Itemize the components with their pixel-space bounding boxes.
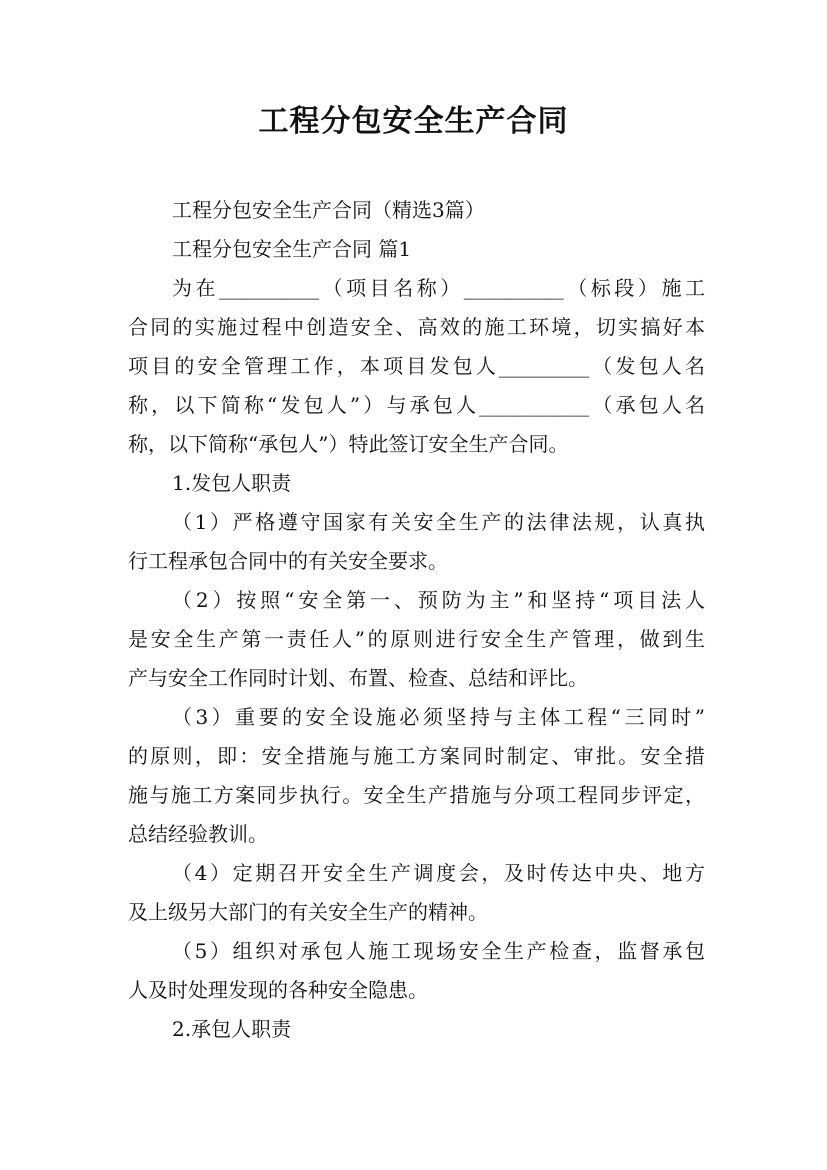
text-line: 施与施工方案同步执行。安全生产措施与分项工程同步评定， xyxy=(128,783,705,807)
text-line: 及上级另大部门的有关安全生产的精神。 xyxy=(128,900,488,924)
text-line: 人及时处理发现的各种安全隐患。 xyxy=(128,978,428,1002)
text-line: （2）按照“安全第一、预防为主”和坚持“项目法人 xyxy=(172,588,705,612)
text-line: 称，以下简称“承包人”）特此签订安全生产合同。 xyxy=(128,432,569,456)
text-line: 为在__________（项目名称）__________（标段）施工 xyxy=(172,276,705,300)
text-line: （4）定期召开安全生产调度会，及时传达中央、地方 xyxy=(172,861,705,885)
text-line: 行工程承包合同中的有关安全要求。 xyxy=(128,549,448,573)
text-line: 总结经验教训。 xyxy=(128,822,268,846)
text-line: （1）严格遵守国家有关安全生产的法律法规，认真执 xyxy=(172,510,705,534)
document-body xyxy=(128,191,705,1049)
text-line: 工程分包安全生产合同（精选3篇） xyxy=(172,198,485,222)
text-line: 合同的实施过程中创造安全、高效的施工环境，切实搞好本 xyxy=(128,315,705,339)
text-line: 工程分包安全生产合同 篇1 xyxy=(172,237,412,261)
text-line: （3）重要的安全设施必须坚持与主体工程“三同时” xyxy=(172,705,705,729)
text-line: 是安全生产第一责任人”的原则进行安全生产管理，做到生 xyxy=(128,627,705,651)
text-line: 的原则，即：安全措施与施工方案同时制定、审批。安全措 xyxy=(128,744,705,768)
document-title: 工程分包安全生产合同 xyxy=(258,104,569,139)
text-line: 2.承包人职责 xyxy=(172,1017,292,1041)
text-line: 1.发包人职责 xyxy=(172,471,292,495)
text-line: 产与安全工作同时计划、布置、检查、总结和评比。 xyxy=(128,666,588,690)
text-line: 称，以下简称“发包人”）与承包人___________（承包人名 xyxy=(128,393,705,417)
text-line: 项目的安全管理工作，本项目发包人_________（发包人名 xyxy=(128,354,705,378)
text-line: （5）组织对承包人施工现场安全生产检查，监督承包 xyxy=(172,939,705,963)
